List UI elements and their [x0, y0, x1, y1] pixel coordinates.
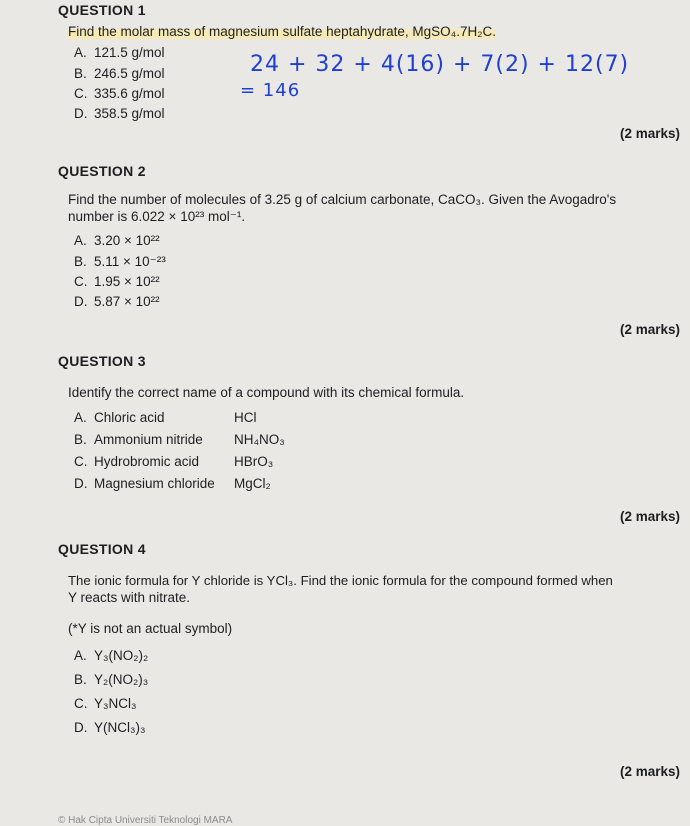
q3-option-d[interactable]	[74, 476, 215, 491]
option-text: 335.6 g/mol	[94, 86, 165, 101]
option-text: 5.87 × 10²²	[94, 294, 160, 309]
q3-option-c-formula: HBrO₃	[234, 454, 274, 469]
question-1-title: QUESTION 1	[58, 2, 146, 18]
option-letter: C.	[74, 274, 88, 289]
option-letter: D.	[74, 294, 88, 309]
question-2-stem-line2: number is 6.022 × 10²³ mol⁻¹.	[68, 209, 246, 224]
question-4-stem-line2: Y reacts with nitrate.	[68, 590, 191, 605]
q2-option-c[interactable]	[74, 274, 160, 289]
q2-option-b[interactable]	[74, 254, 166, 270]
q4-option-c[interactable]	[74, 696, 137, 711]
option-text: Y₃(NO₂)₂	[94, 648, 149, 663]
option-letter: B.	[74, 672, 87, 687]
option-letter: D.	[74, 720, 88, 735]
option-text: Y₃NCl₃	[94, 696, 137, 711]
question-4-note: (*Y is not an actual symbol)	[68, 621, 233, 636]
option-letter: A.	[74, 410, 87, 425]
question-2-stem-line1: Find the number of molecules of 3.25 g of calcium carbonate, CaCO₃. Given the Avogadro's	[68, 192, 617, 207]
option-letter: B.	[74, 66, 87, 81]
q3-option-c[interactable]	[74, 454, 199, 469]
q3-option-a[interactable]	[74, 410, 165, 425]
q2-option-a[interactable]	[74, 233, 160, 248]
question-3-stem: Identify the correct name of a compound with its chemical formula.	[68, 385, 465, 400]
handwritten-working-line2: = 146	[240, 80, 301, 101]
copyright-footer: © Hak Cipta Universiti Teknologi MARA	[58, 815, 233, 826]
handwritten-working-line1: 24 + 32 + 4(16) + 7(2) + 12(7)	[250, 52, 630, 77]
option-letter: C.	[74, 86, 88, 101]
q4-option-a[interactable]	[74, 648, 148, 663]
option-letter: B.	[74, 254, 87, 269]
q3-option-a-formula: HCl	[234, 410, 257, 425]
option-text: 121.5 g/mol	[94, 45, 165, 60]
option-text: Y(NCl₃)₃	[94, 720, 146, 735]
question-4-title: QUESTION 4	[58, 541, 146, 557]
option-text: 358.5 g/mol	[94, 106, 165, 121]
question-1-stem-text: Find the molar mass of magnesium sulfate heptahydrate, MgSO₄.7H₂C.	[68, 24, 496, 39]
q4-option-b[interactable]	[74, 672, 148, 687]
option-letter: D.	[74, 476, 88, 491]
option-letter: A.	[74, 233, 87, 248]
option-letter: C.	[74, 696, 88, 711]
option-text: Magnesium chloride	[94, 476, 215, 491]
option-letter: C.	[74, 454, 88, 469]
option-text: Chloric acid	[94, 410, 165, 425]
option-text: Hydrobromic acid	[94, 454, 200, 469]
option-letter: D.	[74, 106, 88, 121]
q4-marks: (2 marks)	[619, 764, 680, 779]
question-3-title: QUESTION 3	[58, 353, 146, 369]
q3-option-d-formula: MgCl₂	[234, 476, 271, 491]
q1-option-d[interactable]	[74, 106, 165, 121]
q1-option-b[interactable]	[74, 66, 165, 81]
question-1-stem	[68, 24, 496, 40]
q1-option-a[interactable]	[74, 45, 165, 60]
option-text: 5.11 × 10⁻²³	[94, 254, 166, 269]
q1-marks: (2 marks)	[619, 126, 680, 141]
option-text: 1.95 × 10²²	[94, 274, 160, 289]
q3-marks: (2 marks)	[619, 509, 680, 524]
option-text: Ammonium nitride	[94, 432, 203, 447]
q3-option-b[interactable]	[74, 432, 203, 447]
option-text: 246.5 g/mol	[94, 66, 165, 81]
option-text: Y₂(NO₂)₃	[94, 672, 149, 687]
option-letter: B.	[74, 432, 87, 447]
q3-option-b-formula: NH₄NO₃	[234, 432, 285, 447]
q2-option-d[interactable]	[74, 294, 160, 309]
q1-option-c[interactable]	[74, 86, 165, 101]
q4-option-d[interactable]	[74, 720, 146, 735]
q2-marks: (2 marks)	[619, 322, 680, 337]
question-2-title: QUESTION 2	[58, 163, 146, 179]
option-letter: A.	[74, 648, 87, 663]
option-text: 3.20 × 10²²	[94, 233, 160, 248]
question-4-stem-line1: The ionic formula for Y chloride is YCl₃. Find the ionic formula for the compound formed when	[68, 573, 613, 588]
option-letter: A.	[74, 45, 87, 60]
